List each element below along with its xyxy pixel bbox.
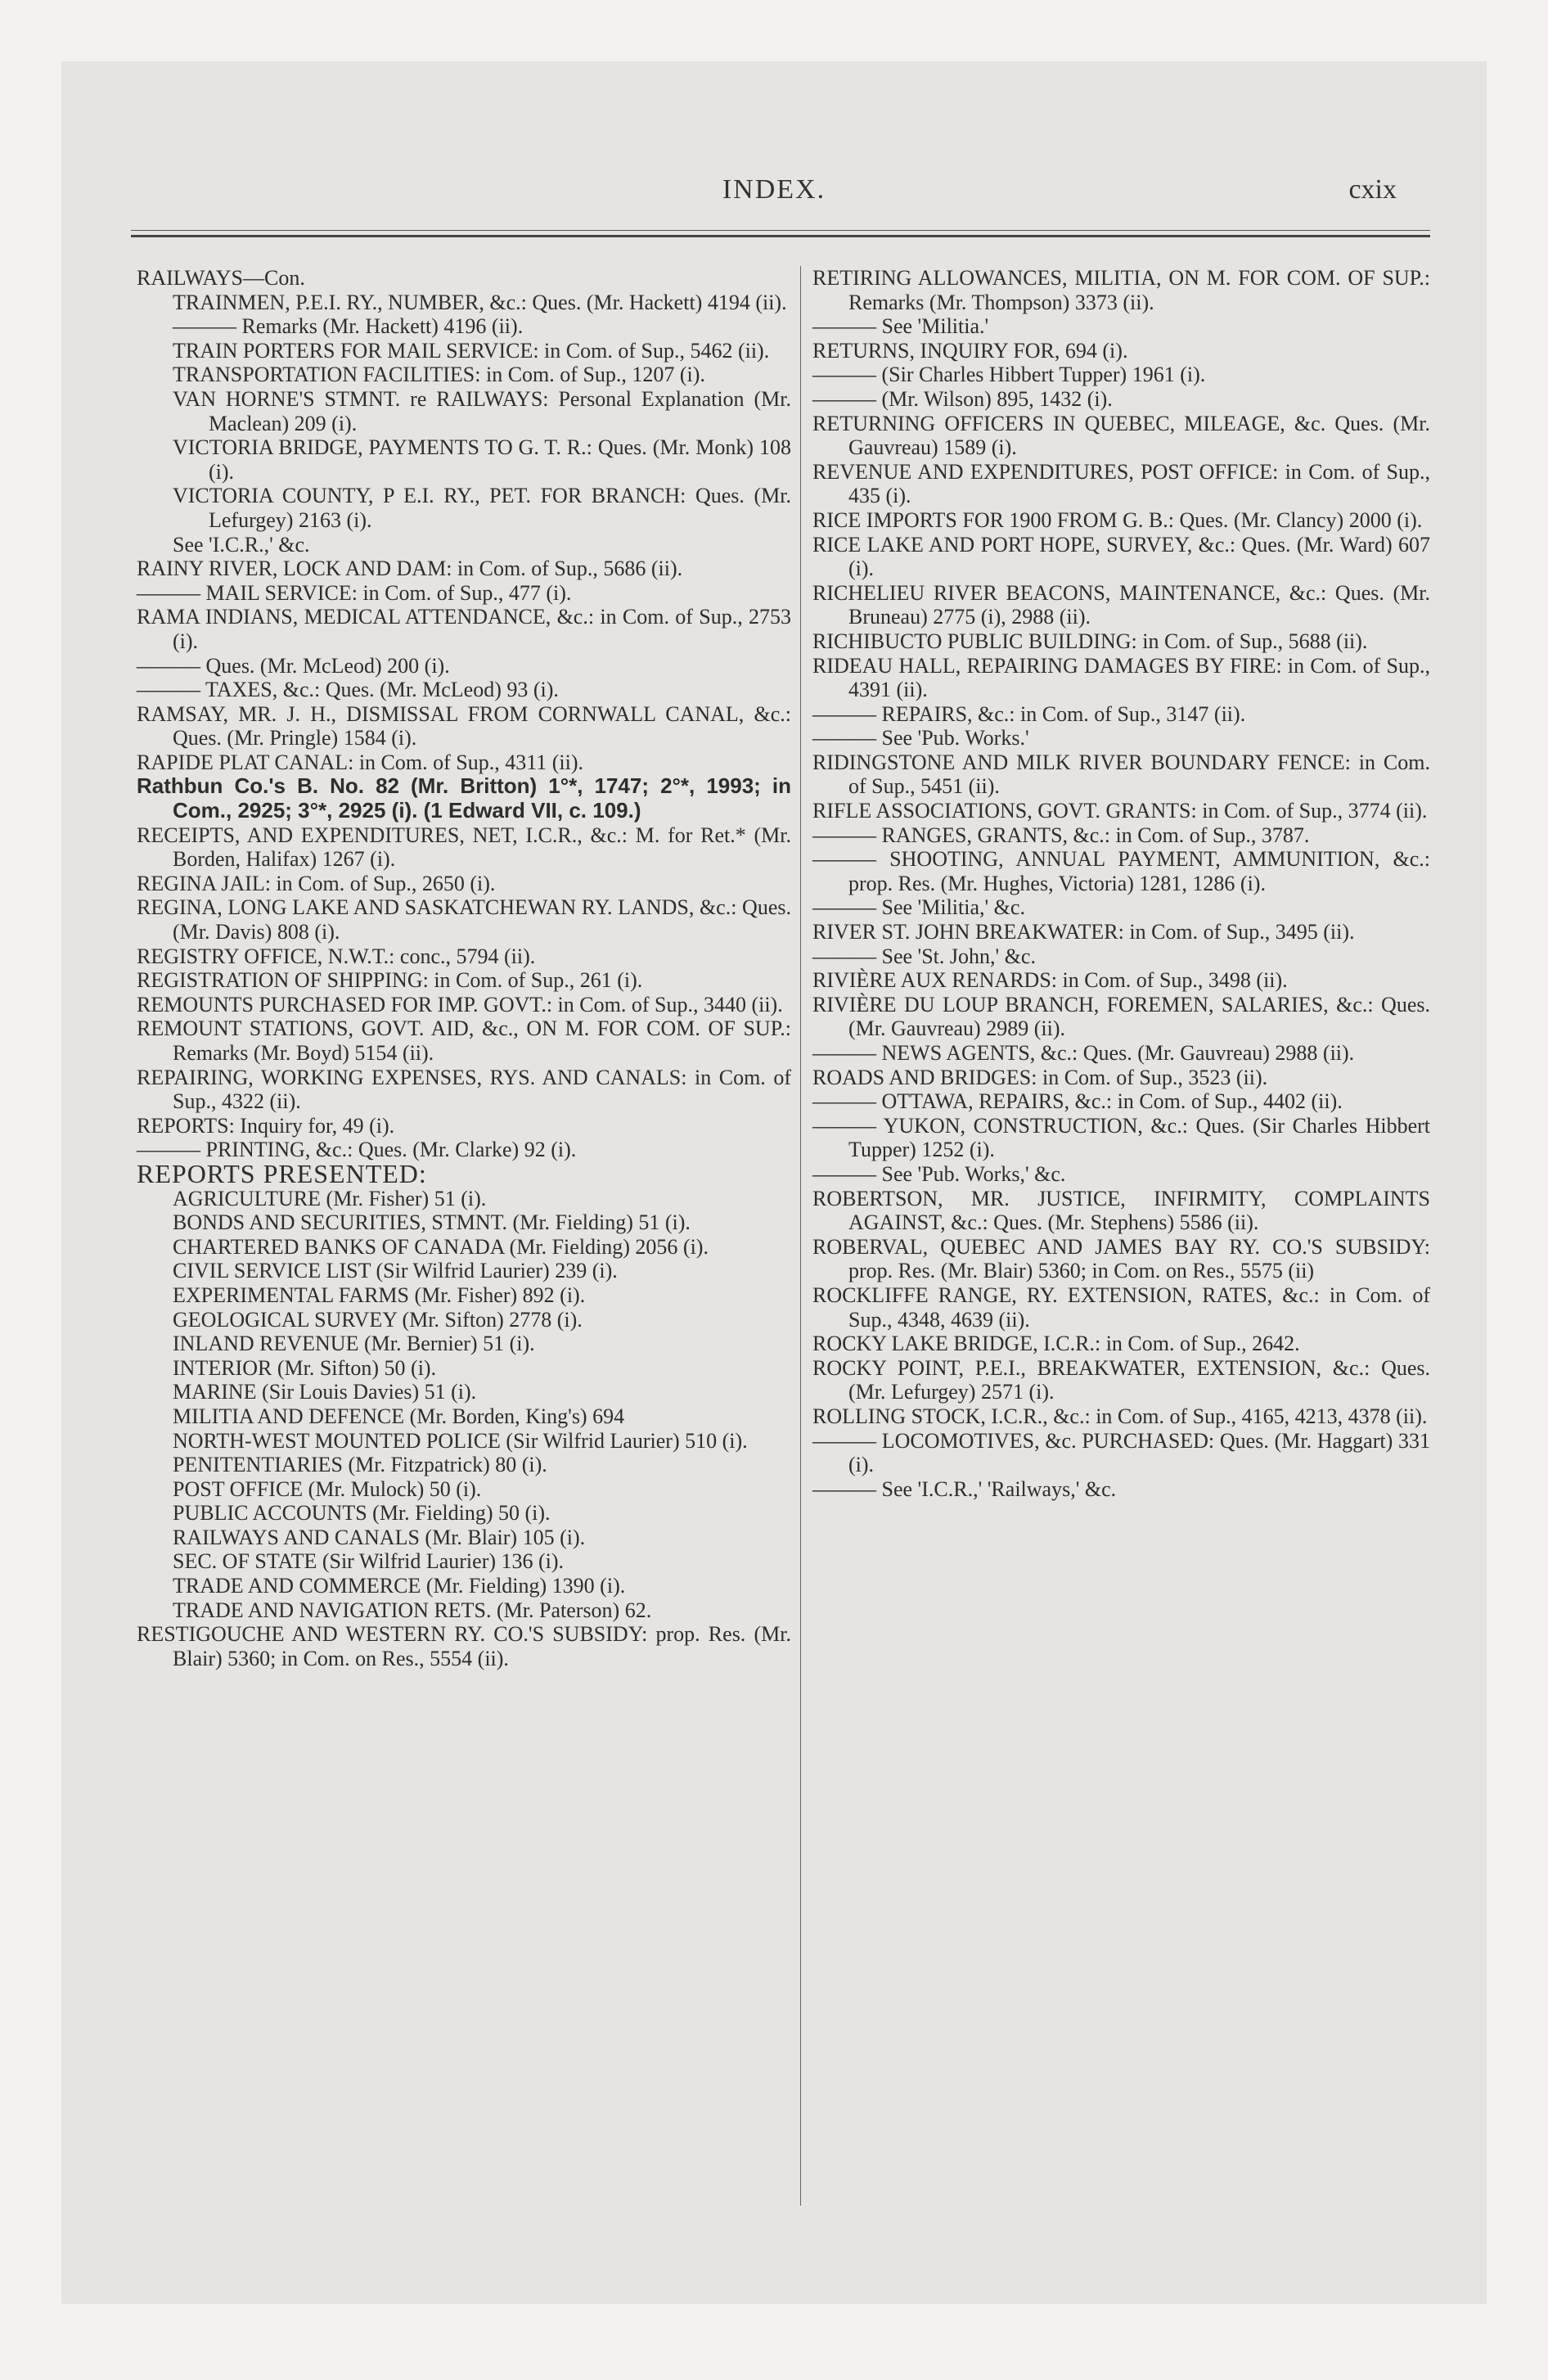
index-entry-text: RAINY RIVER, LOCK AND DAM: in Com. of Sup., 5686 (ii). (137, 557, 683, 581)
index-entry (812, 387, 1430, 412)
index-entry (137, 993, 791, 1017)
index-entry (812, 1404, 1430, 1429)
header-rule-thick (131, 235, 1430, 237)
index-entry (812, 992, 1436, 1041)
index-entry-text: REPAIRING, WORKING EXPENSES, RYS. AND CANALS: in Com. of Sup., 4322 (ii). (137, 1065, 797, 1114)
index-entry (137, 484, 797, 532)
index-entry-text: VICTORIA COUNTY, P E.I. RY., PET. FOR BRANCH: Ques. (Mr. Lefurgey) 2163 (i). (173, 484, 797, 532)
index-entry-text: REGINA, LONG LAKE AND SASKATCHEWAN RY. LANDS, &c.: Ques. (Mr. Davis) 808 (i). (137, 895, 797, 944)
index-entry-text: TRADE AND NAVIGATION RETS. (Mr. Paterson) 62. (173, 1598, 652, 1622)
index-entry (137, 581, 791, 606)
index-entry-text: RAILWAYS AND CANALS (Mr. Blair) 105 (i). (173, 1525, 586, 1549)
index-entry-text: RECEIPTS, AND EXPENDITURES, NET, I.C.R., &c.: M. for Ret.* (Mr. Borden, Halifax) 1267 (i). (137, 823, 797, 872)
index-entry (812, 823, 1430, 848)
header-rule (131, 230, 1430, 231)
index-entry (137, 1526, 791, 1550)
index-entry-text: BONDS AND SECURITIES, STMNT. (Mr. Fielding) 51 (i). (173, 1210, 691, 1235)
index-entry-text: RIFLE ASSOCIATIONS, GOVT. GRANTS: in Com. of Sup., 3774 (ii). (812, 799, 1428, 823)
index-entry (137, 1308, 791, 1332)
index-entry (137, 1477, 791, 1502)
index-entry-text: RAMSAY, MR. J. H., DISMISSAL FROM CORNWALL CANAL, &c.: Ques. (Mr. Pringle) 1584 (i). (137, 701, 797, 751)
index-entry (137, 1235, 791, 1260)
index-entry (812, 1186, 1435, 1235)
index-entry (137, 1114, 791, 1138)
index-entry-text: ROBERTSON, MR. JUSTICE, INFIRMITY, COMPLAINTS AGAINST, &c.: Ques. (Mr. Stephens) 5586 (ii). (812, 1186, 1435, 1235)
index-entry-text: CIVIL SERVICE LIST (Sir Wilfrid Laurier) 239 (i). (173, 1259, 618, 1283)
index-entry-text: TRAINMEN, P.E.I. RY., NUMBER, &c.: Ques. (Mr. Hackett) 4194 (ii). (173, 290, 787, 314)
index-entry (137, 1187, 791, 1211)
index-entry-text: ROLLING STOCK, I.C.R., &c.: in Com. of Sup., 4165, 4213, 4378 (ii). (812, 1404, 1428, 1428)
index-entry-text: RICE LAKE AND PORT HOPE, SURVEY, &c.: Ques. (Mr. Ward) 607 (i). (812, 532, 1436, 581)
index-entry-text: ——— RANGES, GRANTS, &c.: in Com. of Sup., 3787. (812, 823, 1310, 847)
index-entry (137, 823, 797, 872)
index-entry (137, 1453, 791, 1477)
index-entry-text: ——— Remarks (Mr. Hackett) 4196 (ii). (173, 314, 524, 339)
index-entry (137, 701, 797, 751)
index-entry (812, 459, 1436, 508)
index-entry (137, 1332, 791, 1356)
index-entry (137, 773, 798, 823)
index-entry-text: ——— PRINTING, &c.: Ques. (Mr. Clarke) 92 (i). (137, 1138, 577, 1162)
index-entry-text: TRADE AND COMMERCE (Mr. Fielding) 1390 (i). (173, 1574, 626, 1598)
index-entry (137, 654, 791, 678)
index-entry-text: REVENUE AND EXPENDITURES, POST OFFICE: in Com. of Sup., 435 (i). (812, 459, 1436, 508)
index-entry-text: SEC. OF STATE (Sir Wilfrid Laurier) 136 (i). (173, 1549, 565, 1574)
index-entry-text: RESTIGOUCHE AND WESTERN RY. CO.'S SUBSIDY: prop. Res. (Mr. Blair) 5360; in Com. on Res., 5554 (ii). (137, 1622, 797, 1670)
index-entry (137, 872, 791, 896)
index-entry-text: RAILWAYS—Con. (137, 266, 305, 290)
page-title: INDEX. (722, 174, 826, 205)
index-entry-text: ——— See 'St. John,' &c. (812, 944, 1036, 968)
index-entry (137, 533, 791, 557)
index-entry (137, 1283, 791, 1308)
index-entry-text: ——— See 'Militia,' &c. (812, 895, 1025, 920)
index-entry-text: ——— NEWS AGENTS, &c.: Ques. (Mr. Gauvreau) 2988 (ii). (812, 1041, 1355, 1065)
index-entry (812, 266, 1436, 314)
right-column (812, 266, 1436, 1501)
index-entry-text: ——— REPAIRS, &c.: in Com. of Sup., 3147 (ii). (812, 701, 1246, 726)
index-entry (137, 605, 797, 653)
index-entry (812, 532, 1436, 581)
index-entry (137, 386, 797, 435)
index-entry (812, 944, 1430, 969)
index-entry (137, 291, 791, 315)
index-entry-text: RIDEAU HALL, REPAIRING DAMAGES BY FIRE: in Com. of Sup., 4391 (ii). (812, 653, 1436, 702)
index-entry (812, 629, 1430, 654)
index-entry (137, 1259, 791, 1283)
index-entry-text: REGINA JAIL: in Com. of Sup., 2650 (i). (137, 871, 496, 895)
index-entry (812, 726, 1430, 751)
index-entry-text: REMOUNT STATIONS, GOVT. AID, &c., ON M. FOR COM. OF SUP.: Remarks (Mr. Boyd) 5154 (ii). (137, 1016, 797, 1065)
index-entry-text: RICHELIEU RIVER BEACONS, MAINTENANCE, &c.: Ques. (Mr. Bruneau) 2775 (i), 2988 (ii). (812, 580, 1436, 629)
index-entry (137, 339, 791, 363)
index-entry (137, 363, 791, 387)
index-entry (812, 1089, 1430, 1114)
index-entry-text: ——— LOCOMOTIVES, &c. PURCHASED: Ques. (Mr. Haggart) 331 (i). (812, 1428, 1436, 1477)
index-entry-text: ——— Ques. (Mr. McLeod) 200 (i). (137, 653, 450, 678)
index-entry-text: ——— TAXES, &c.: Ques. (Mr. McLeod) 93 (i). (137, 678, 559, 702)
index-entry-text: RAMA INDIANS, MEDICAL ATTENDANCE, &c.: in Com. of Sup., 2753 (i). (137, 605, 797, 653)
index-entry-text: NORTH-WEST MOUNTED POLICE (Sir Wilfrid Laurier) 510 (i). (173, 1428, 748, 1453)
index-entry-text: CHARTERED BANKS OF CANADA (Mr. Fielding) 2056 (i). (173, 1234, 709, 1259)
index-entry (812, 920, 1430, 944)
index-entry (137, 1065, 797, 1114)
index-entry-text: RIVER ST. JOHN BREAKWATER: in Com. of Sup., 3495 (ii). (812, 920, 1355, 944)
index-entry (137, 314, 791, 339)
index-entry (137, 1598, 791, 1623)
index-entry (812, 363, 1430, 387)
index-entry (137, 1549, 791, 1574)
index-entry (137, 557, 791, 581)
index-entry (137, 944, 791, 969)
index-entry (137, 678, 791, 702)
index-entry-text: See 'I.C.R.,' &c. (173, 532, 310, 557)
index-entry-text: ——— YUKON, CONSTRUCTION, &c.: Ques. (Sir Charles Hibbert Tupper) 1252 (i). (812, 1113, 1436, 1162)
index-entry (137, 266, 791, 291)
index-entry (137, 1210, 791, 1235)
index-entry-text: RETIRING ALLOWANCES, MILITIA, ON M. FOR COM. OF SUP.: Remarks (Mr. Thompson) 3373 (ii). (812, 266, 1436, 314)
index-entry (812, 1355, 1436, 1404)
index-entry (812, 847, 1436, 895)
index-entry (812, 968, 1430, 993)
index-entry-text: VAN HORNE'S STMNT. re RAILWAYS: Personal Explanation (Mr. Maclean) 209 (i). (173, 386, 797, 435)
index-entry-text: TRAIN PORTERS FOR MAIL SERVICE: in Com. of Sup., 5462 (ii). (173, 338, 770, 363)
index-entry (812, 895, 1430, 920)
column-divider (800, 266, 801, 2206)
index-entry-text: MILITIA AND DEFENCE (Mr. Borden, King's) 694 (173, 1404, 625, 1428)
index-entry-text: ——— MAIL SERVICE: in Com. of Sup., 477 (i). (137, 580, 572, 605)
index-entry (812, 702, 1430, 727)
index-entry (137, 1429, 791, 1454)
index-entry-text: RIVIÈRE AUX RENARDS: in Com. of Sup., 3498 (ii). (812, 968, 1288, 993)
index-entry-text: VICTORIA BRIDGE, PAYMENTS TO G. T. R.: Ques. (Mr. Monk) 108 (i). (173, 435, 797, 484)
index-entry (812, 799, 1430, 823)
index-entry-text: RICE IMPORTS FOR 1900 FROM G. B.: Ques. (Mr. Clancy) 2000 (i). (812, 507, 1423, 532)
index-entry-text: RETURNING OFFICERS IN QUEBEC, MILEAGE, &c. Ques. (Mr. Gauvreau) 1589 (i). (812, 411, 1436, 460)
index-entry-text: ROCKY POINT, P.E.I., BREAKWATER, EXTENSION, &c.: Ques. (Mr. Lefurgey) 2571 (i). (812, 1355, 1436, 1404)
index-entry (812, 1113, 1436, 1162)
index-entry-text: ——— OTTAWA, REPAIRS, &c.: in Com. of Sup., 4402 (ii). (812, 1089, 1343, 1114)
index-entry-text: ——— See 'Pub. Works,' &c. (812, 1161, 1066, 1186)
index-entry-text: ROBERVAL, QUEBEC AND JAMES BAY RY. CO.'S SUBSIDY: prop. Res. (Mr. Blair) 5360; in Com. on Res., 5575 (ii) (812, 1234, 1436, 1283)
index-entry-text: ROADS AND BRIDGES: in Com. of Sup., 3523 (ii). (812, 1065, 1268, 1089)
index-entry (137, 1404, 791, 1429)
index-entry-text: GEOLOGICAL SURVEY (Mr. Sifton) 2778 (i). (173, 1307, 583, 1332)
index-entry-text: TRANSPORTATION FACILITIES: in Com. of Sup., 1207 (i). (173, 363, 705, 387)
index-entry-text: REPORTS PRESENTED: (137, 1158, 427, 1188)
index-entry (812, 1066, 1430, 1090)
index-entry-text: REMOUNTS PURCHASED FOR IMP. GOVT.: in Com. of Sup., 3440 (ii). (137, 992, 783, 1016)
index-entry-text: AGRICULTURE (Mr. Fisher) 51 (i). (173, 1186, 487, 1210)
index-entry (137, 895, 797, 944)
index-entry (812, 1332, 1430, 1356)
index-entry (812, 750, 1436, 799)
index-entry (812, 411, 1436, 460)
index-entry-text: Rathbun Co.'s B. No. 82 (Mr. Britton) 1°*, 1747; 2°*, 1993; in Com., 2925; 3°*, 2925 (i). (1 Edward VII, c. 109.) (137, 773, 798, 823)
index-entry (137, 968, 791, 993)
index-entry-text: RIDINGSTONE AND MILK RIVER BOUNDARY FENCE: in Com. of Sup., 5451 (ii). (812, 750, 1436, 799)
index-entry (812, 1162, 1430, 1187)
index-entry-text: ——— SHOOTING, ANNUAL PAYMENT, AMMUNITION, &c.: prop. Res. (Mr. Hughes, Victoria) 1281, 1286 (i). (812, 847, 1436, 895)
index-entry (812, 1477, 1430, 1502)
index-entry-text: PENITENTIARIES (Mr. Fitzpatrick) 80 (i). (173, 1453, 547, 1477)
index-entry (812, 339, 1430, 363)
index-entry (137, 751, 791, 775)
index-entry-text: RICHIBUCTO PUBLIC BUILDING: in Com. of Sup., 5688 (ii). (812, 629, 1368, 653)
index-entry-text: INTERIOR (Mr. Sifton) 50 (i). (173, 1355, 437, 1380)
index-entry (812, 314, 1430, 339)
index-entry-text: ——— (Sir Charles Hibbert Tupper) 1961 (i). (812, 363, 1206, 387)
index-entry-text: ——— (Mr. Wilson) 895, 1432 (i). (812, 386, 1113, 411)
index-entry-text: MARINE (Sir Louis Davies) 51 (i). (173, 1380, 477, 1404)
index-entry (812, 1041, 1430, 1066)
index-entry-text: ROCKLIFFE RANGE, RY. EXTENSION, RATES, &c.: in Com. of Sup., 4348, 4639 (ii). (812, 1282, 1436, 1332)
index-entry-text: POST OFFICE (Mr. Mulock) 50 (i). (173, 1476, 482, 1501)
index-entry-text: REPORTS: Inquiry for, 49 (i). (137, 1113, 395, 1138)
index-entry (137, 1380, 791, 1404)
index-entry-text: RIVIÈRE DU LOUP BRANCH, FOREMEN, SALARIES, &c.: Ques. (Mr. Gauvreau) 2989 (ii). (812, 992, 1436, 1041)
index-entry (137, 1574, 791, 1598)
section-heading (137, 1158, 791, 1188)
index-entry (137, 1016, 797, 1065)
index-entry-text: REGISTRATION OF SHIPPING: in Com. of Sup., 261 (i). (137, 968, 643, 993)
index-entry (812, 653, 1436, 702)
index-entry-text: ——— See 'Pub. Works.' (812, 726, 1029, 751)
page-number: cxix (1348, 174, 1397, 205)
index-entry-text: ROCKY LAKE BRIDGE, I.C.R.: in Com. of Sup., 2642. (812, 1332, 1300, 1356)
index-entry-text: ——— See 'I.C.R.,' 'Railways,' &c. (812, 1476, 1117, 1501)
page (61, 61, 1487, 2304)
index-entry (812, 1428, 1436, 1477)
index-entry (137, 1356, 791, 1381)
index-entry-text: EXPERIMENTAL FARMS (Mr. Fisher) 892 (i). (173, 1282, 586, 1307)
left-column (137, 266, 798, 1670)
index-entry (812, 1234, 1436, 1283)
index-entry (812, 580, 1436, 629)
index-entry-text: RAPIDE PLAT CANAL: in Com. of Sup., 4311 (ii). (137, 750, 584, 774)
index-entry-text: RETURNS, INQUIRY FOR, 694 (i). (812, 338, 1128, 363)
index-entry-text: PUBLIC ACCOUNTS (Mr. Fielding) 50 (i). (173, 1501, 551, 1526)
index-entry (812, 508, 1430, 533)
index-entry (137, 1501, 791, 1526)
index-entry (137, 435, 797, 484)
index-entry (137, 1622, 797, 1670)
index-entry-text: INLAND REVENUE (Mr. Bernier) 51 (i). (173, 1332, 535, 1356)
index-entry-text: ——— See 'Militia.' (812, 314, 989, 339)
index-entry-text: REGISTRY OFFICE, N.W.T.: conc., 5794 (ii). (137, 944, 536, 968)
index-entry (812, 1282, 1436, 1332)
